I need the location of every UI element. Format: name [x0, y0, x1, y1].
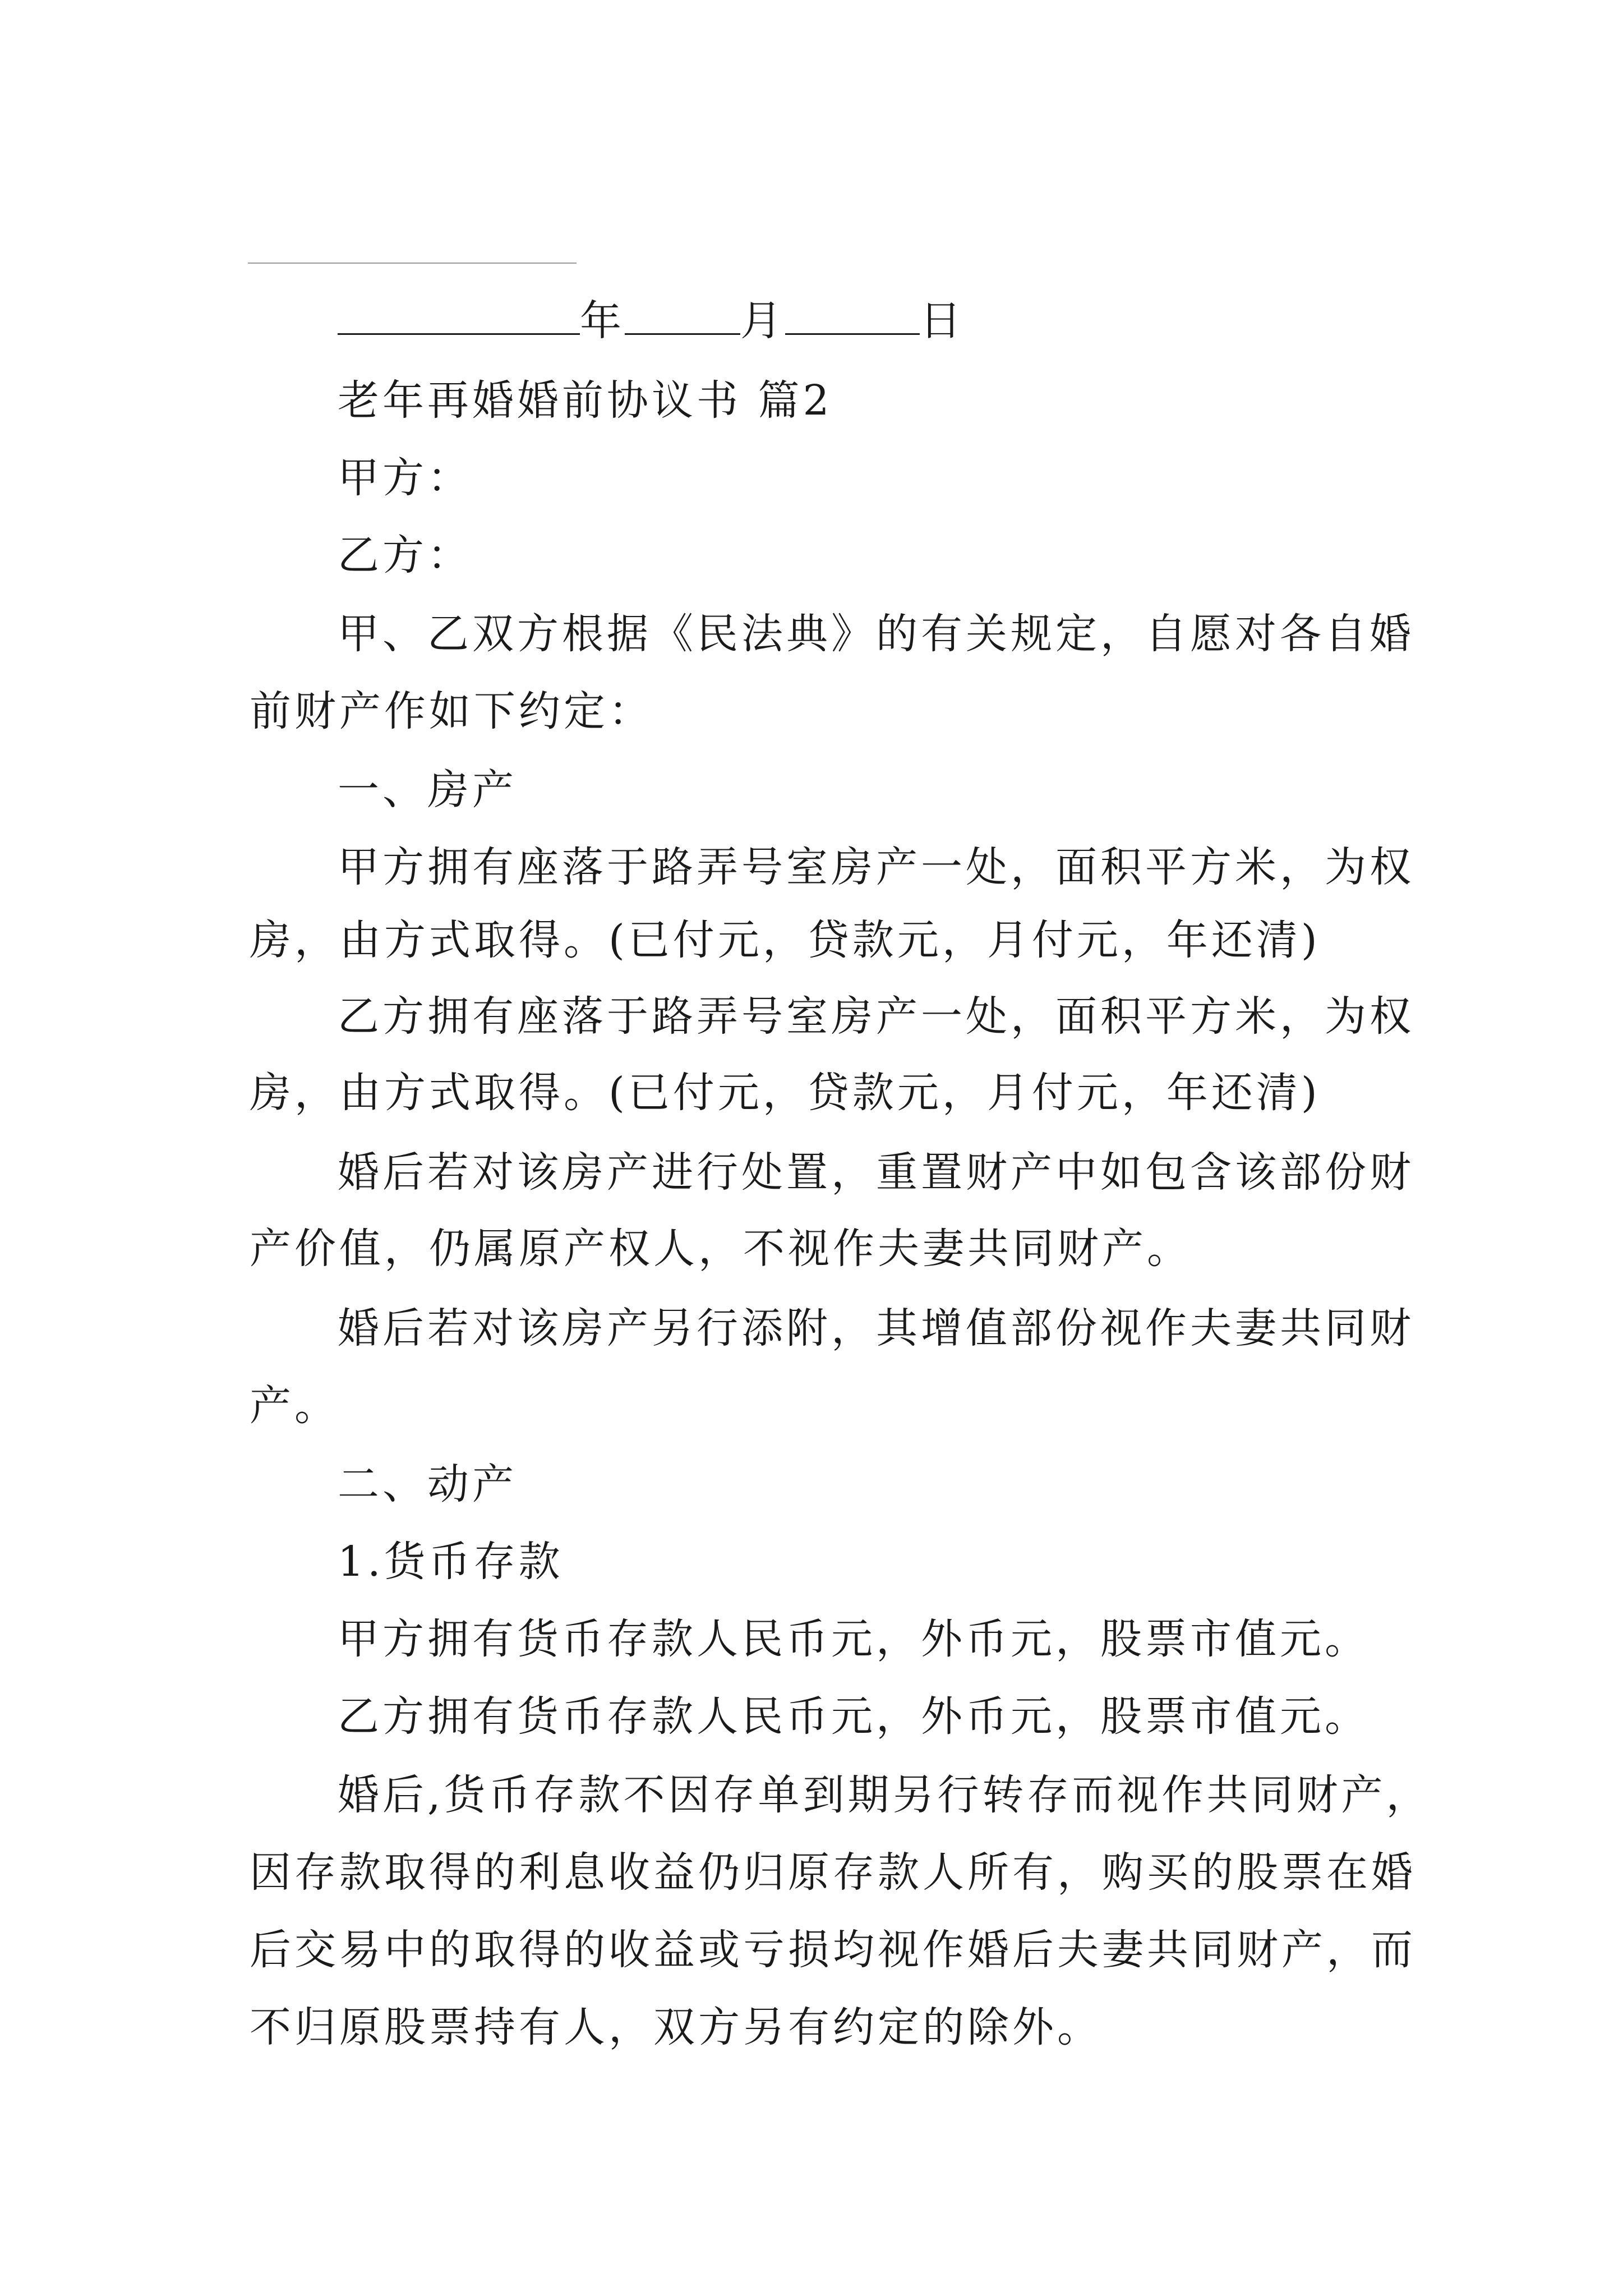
day-blank — [785, 296, 920, 335]
party-b-label: 乙方： — [338, 531, 472, 579]
section-1-heading: 一、房产 — [338, 766, 517, 814]
house-addition-line-2: 产。 — [250, 1382, 339, 1430]
intro-line-1: 甲、乙双方根据《民法典》的有关规定，自愿对各自婚 — [338, 610, 1414, 658]
currency-deposit-heading: 1.货币存款 — [338, 1538, 564, 1586]
house-disposal-line-1: 婚后若对该房产进行处置，重置财产中如包含该部份财 — [338, 1148, 1414, 1197]
month-blank — [625, 296, 740, 335]
party-a-label: 甲方： — [338, 454, 472, 502]
deposit-rule-line-2: 因存款取得的利息收益仍归原存款人所有，购买的股票在婚 — [250, 1848, 1416, 1897]
date-line — [338, 280, 965, 361]
deposit-rule-line-3: 后交易中的取得的收益或亏损均视作婚后夫妻共同财产，而 — [250, 1926, 1416, 1974]
house-disposal-line-2: 产价值，仍属原产权人，不视作夫妻共同财产。 — [250, 1225, 1192, 1273]
document-title: 老年再婚婚前协议书 篇2 — [338, 376, 833, 425]
house-b-line-1: 乙方拥有座落于路弄号室房产一处，面积平方米，为权 — [338, 992, 1414, 1041]
year-blank — [338, 296, 580, 335]
house-addition-line-1: 婚后若对该房产另行添附，其增值部份视作夫妻共同财 — [338, 1304, 1414, 1352]
intro-line-2: 前财产作如下约定： — [250, 687, 653, 735]
house-a-line-1: 甲方拥有座落于路弄号室房产一处，面积平方米，为权 — [338, 843, 1414, 891]
house-b-line-2: 房，由方式取得。(已付元，贷款元，月付元，年还清) — [250, 1069, 1321, 1117]
year-label: 年 — [580, 297, 625, 345]
day-label: 日 — [920, 297, 965, 345]
top-rule — [248, 263, 577, 264]
deposit-rule-line-4: 不归原股票持有人，双方另有约定的除外。 — [250, 2003, 1102, 2051]
deposit-rule-line-1: 婚后,货币存款不因存单到期另行转存而视作共同财产， — [338, 1771, 1431, 1819]
section-2-heading: 二、动产 — [338, 1460, 517, 1508]
deposit-a-line: 甲方拥有货币存款人民币元，外币元，股票市值元。 — [338, 1615, 1370, 1663]
house-a-line-2: 房，由方式取得。(已付元，贷款元，月付元，年还清) — [250, 916, 1321, 964]
month-label: 月 — [740, 297, 785, 345]
deposit-b-line: 乙方拥有货币存款人民币元，外币元，股票市值元。 — [338, 1692, 1370, 1741]
